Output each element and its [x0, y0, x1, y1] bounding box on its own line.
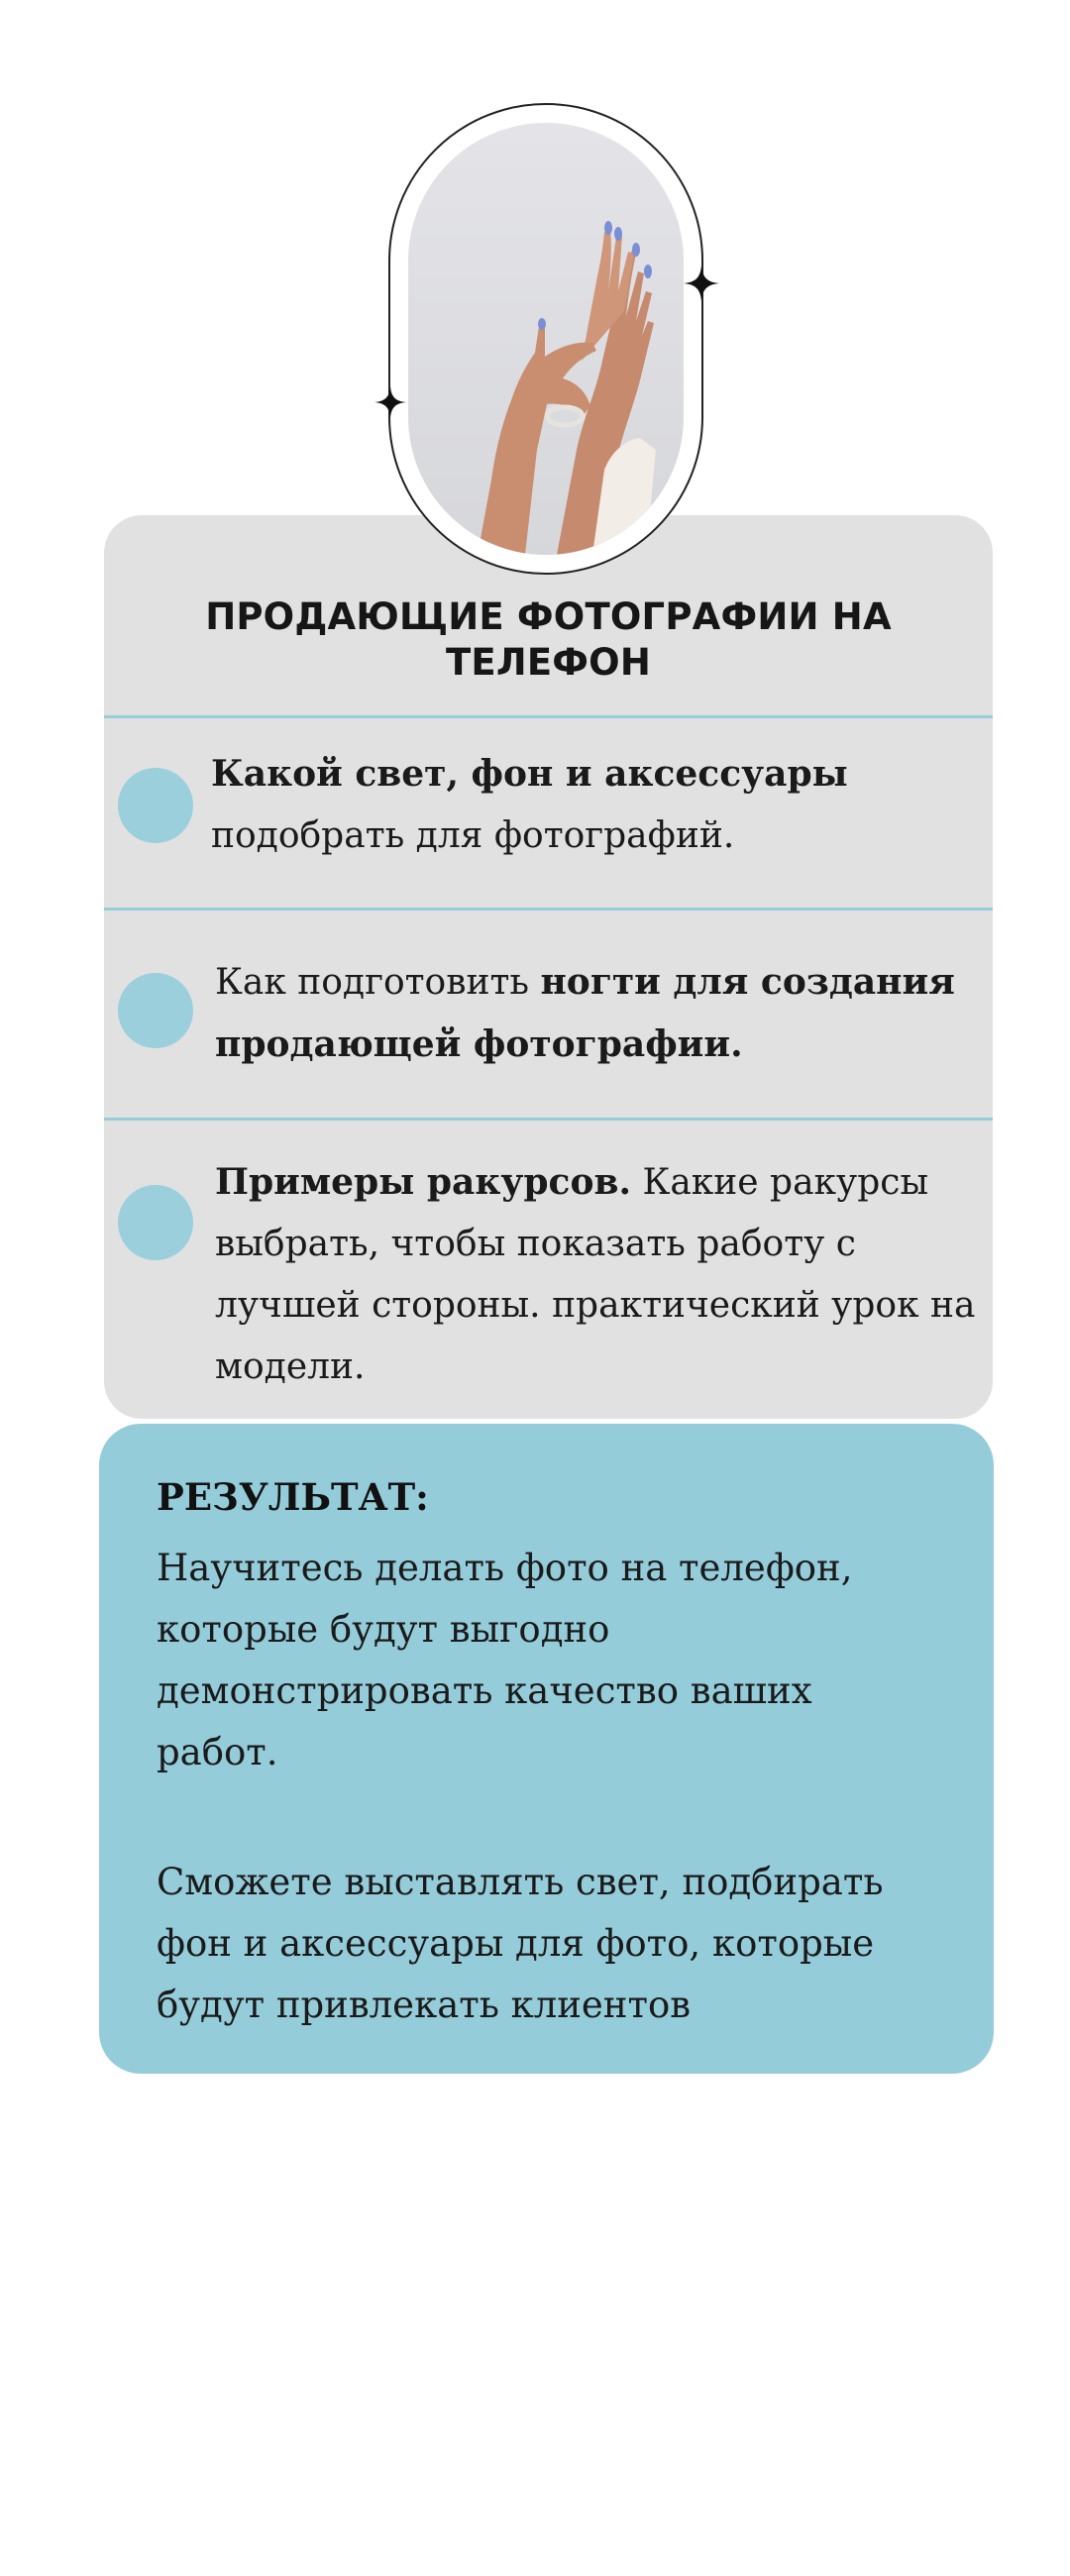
hands-illustration — [408, 123, 684, 555]
bullet-dot — [118, 973, 193, 1048]
list-item-text: Как подготовить — [215, 962, 541, 1003]
divider — [104, 715, 993, 718]
divider — [104, 908, 993, 911]
bullet-dot — [118, 1185, 193, 1260]
list-item — [215, 1151, 988, 1398]
list-item-bold: Примеры ракурсов. — [215, 1161, 632, 1203]
result-paragraph: Научитесь делать фото на телефон, которые будут выгодно демонстрировать качество ваших работ. — [157, 1547, 853, 1773]
sparkle-icon — [684, 266, 719, 301]
sparkle-icon — [374, 386, 406, 418]
divider — [104, 1118, 993, 1121]
bullet-dot — [118, 768, 193, 843]
list-item-bold: Какой свет, фон и аксессуары — [211, 753, 848, 795]
list-item — [211, 743, 964, 867]
hero-photo-frame — [388, 103, 703, 575]
list-item-text: Какие ракурсы выбрать, чтобы показать работу с лучшей стороны. практический урок на модели. — [215, 1162, 976, 1387]
list-item — [215, 951, 968, 1076]
result-paragraph: Сможете выставлять свет, подбирать фон и аксессуары для фото, которые будут привлекать клиентов — [157, 1861, 884, 2026]
result-card — [99, 1424, 994, 2074]
list-item-text: подобрать для фотографий. — [211, 815, 735, 856]
list-item-bold: ногти для создания продающей фотографии. — [215, 961, 955, 1065]
result-title: РЕЗУЛЬТАТ: — [157, 1475, 429, 1519]
hands-with-manicure-photo — [408, 123, 684, 555]
program-title: ПРОДАЮЩИЕ ФОТОГРАФИИ НА ТЕЛЕФОН — [205, 595, 892, 684]
program-card — [104, 515, 993, 1419]
